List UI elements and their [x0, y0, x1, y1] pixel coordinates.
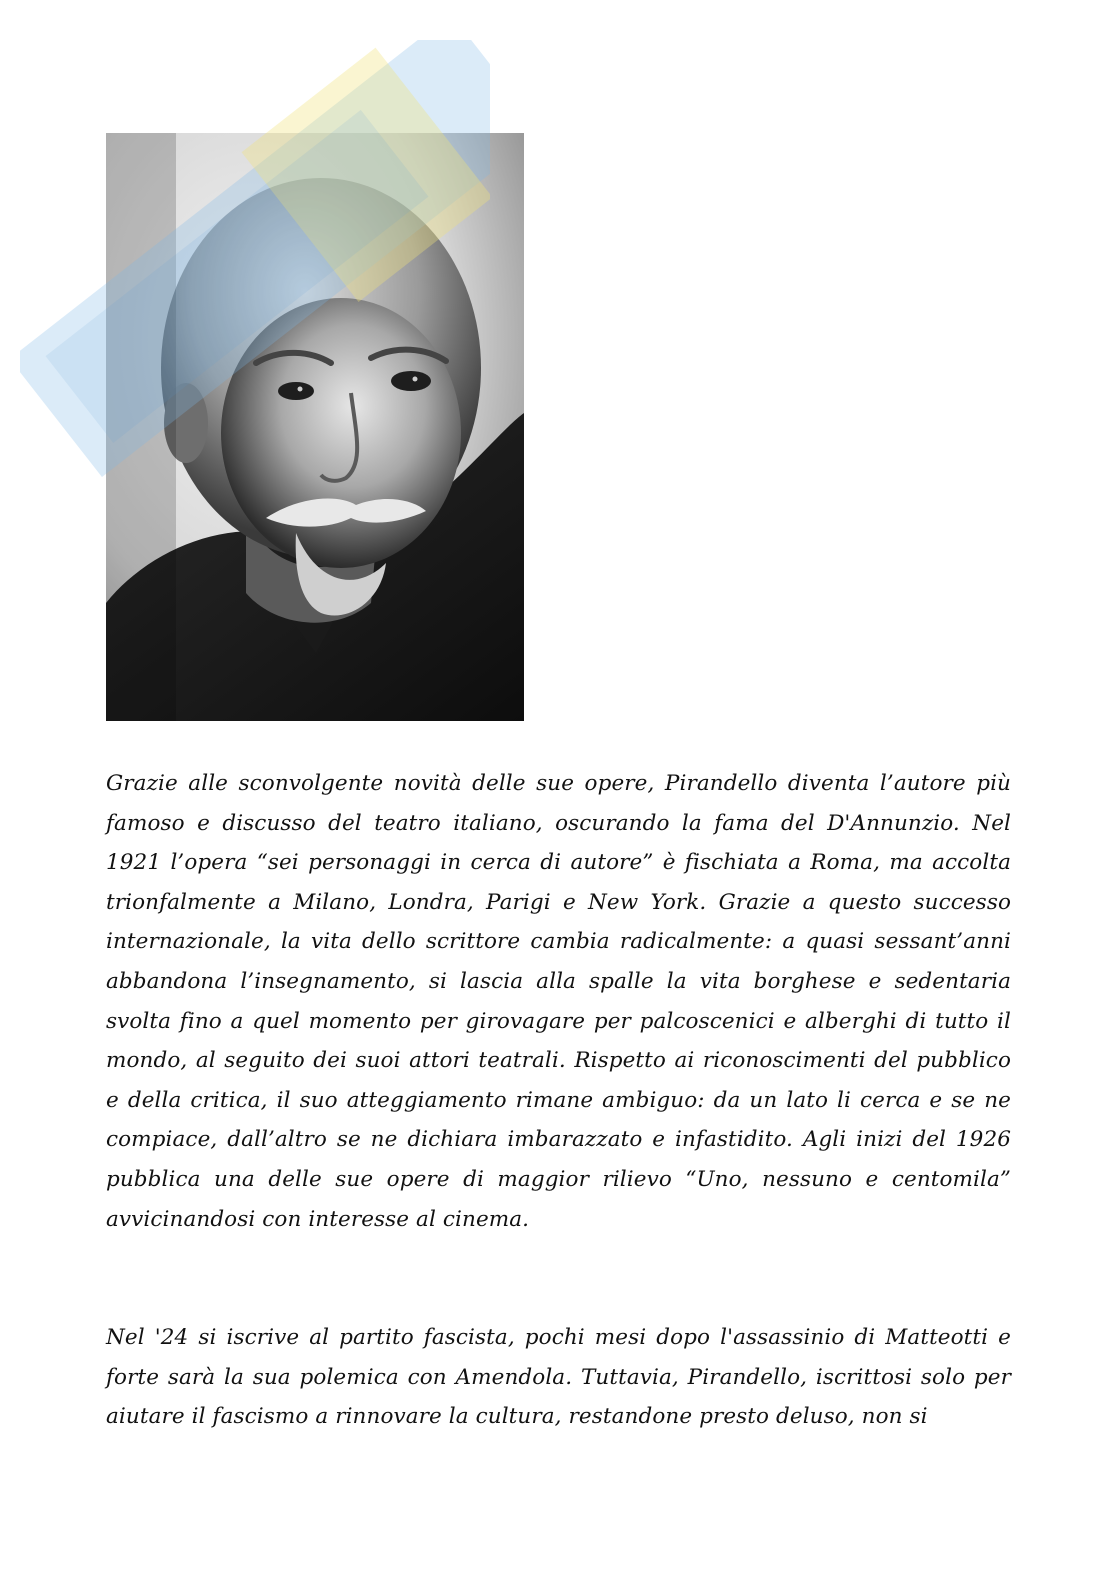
paragraph-1: Grazie alle sconvolgente novità delle sue opere, Pirandello diventa l’autore più famoso e discusso del teatro italiano, oscurando la fama del D'Annunzio. Nel 1921 l’opera “sei personaggi in cerca di autore” è fischiata a Roma, ma accolta trionfalmente a Milano, Londra, Parigi e New York. Grazie a questo successo internazionale, la vita dello scrittore cambia radicalmente: a quasi sessant’anni abbandona l’insegnamento, si lascia alla spalle la vita borghese e sedentaria svolta fino a quel momento per girovagare per palcoscenici e alberghi di tutto il mondo, al seguito dei suoi attori teatrali. Rispetto ai riconoscimenti del pubblico e della critica, il suo atteggiamento rimane ambiguo: da un lato li cerca e se ne compiace, dall’altro se ne dichiara imbarazzato e infastidito. Agli inizi del 1926 pubblica una delle sue opere di maggior rilievo “Uno, nessuno e centomila” avvicinandosi con interesse al cinema.	[106, 771, 1011, 1232]
paragraph-2: Nel '24 si iscrive al partito fascista, pochi mesi dopo l'assassinio di Matteotti e forte sarà la sua polemica con Amendola. Tuttavia, Pirandello, iscrittosi solo per aiutare il fascismo a rinnovare la cultura, restandone presto deluso, non si	[106, 1325, 1011, 1430]
author-portrait-photo	[106, 133, 524, 721]
portrait-image	[106, 133, 524, 721]
